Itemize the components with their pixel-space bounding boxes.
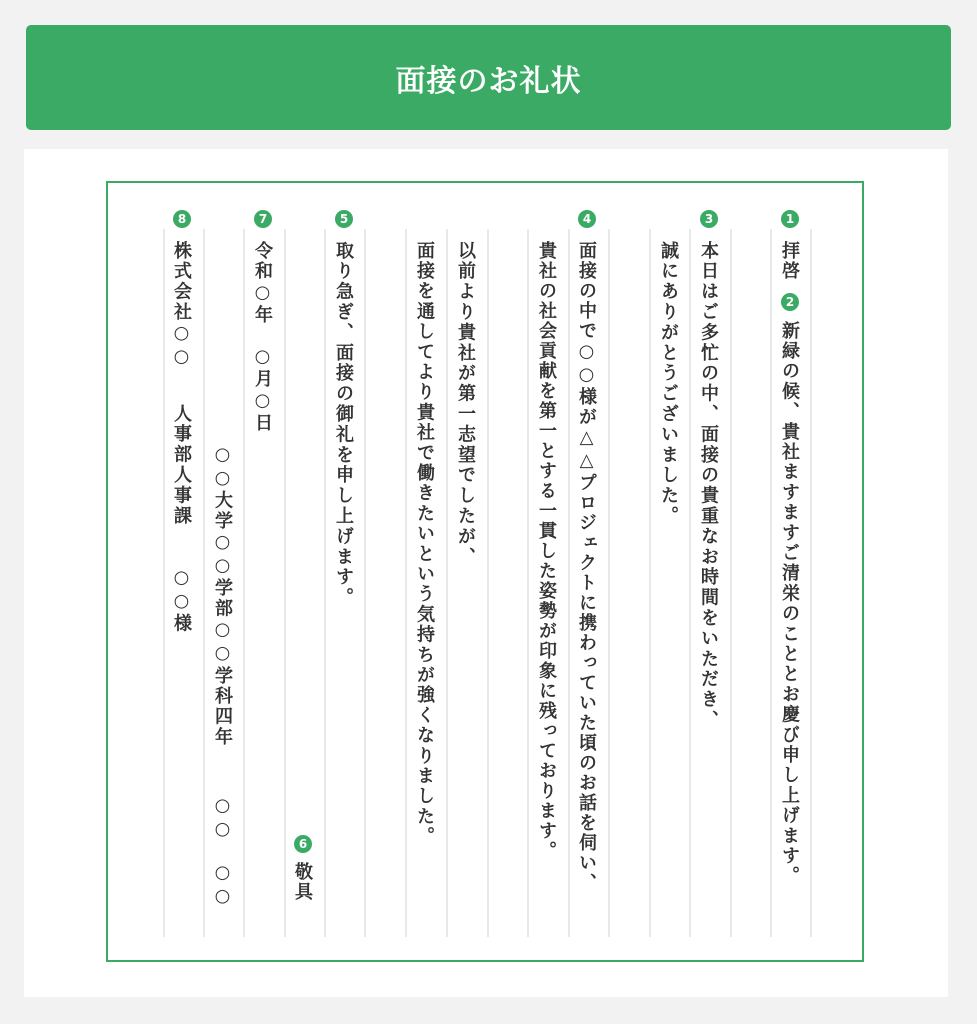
column-rule	[284, 229, 286, 937]
keigu-text: 敬具	[292, 862, 313, 903]
column-rule	[810, 229, 812, 937]
recipient-name: ○○様	[171, 567, 192, 635]
marker-8: 8	[173, 210, 191, 228]
marker-6: 6	[294, 835, 312, 853]
column-rule	[405, 229, 407, 937]
marker-1: 1	[781, 210, 799, 228]
column-rule	[163, 229, 165, 937]
column-rule	[446, 229, 448, 937]
marker-3: 3	[700, 210, 718, 228]
recipient-company: 株式会社○○	[171, 241, 192, 370]
column-rule	[364, 229, 366, 937]
marker-2: 2	[781, 293, 799, 311]
marker-4: 4	[578, 210, 596, 228]
motivation-line-2: 面接を通してより貴社で働きたいという気持ちが強くなりました。	[414, 241, 435, 847]
page-title: 面接のお礼状	[395, 63, 582, 99]
column-rule	[527, 229, 529, 937]
column-rule	[203, 229, 205, 937]
thanks-line-1: 本日はご多忙の中、面接の貴重なお時間をいただき、	[698, 241, 719, 731]
column-rule	[487, 229, 489, 937]
motivation-line-1: 以前より貴社が第一志望でしたが、	[455, 241, 476, 568]
marker-7: 7	[254, 210, 272, 228]
title-banner	[26, 25, 951, 130]
sender-name: ○○ ○○	[212, 795, 233, 909]
date-line: 令和○年 ○月○日	[252, 241, 273, 434]
column-rule	[730, 229, 732, 937]
haikei-text: 拝啓	[779, 241, 800, 282]
column-rule	[324, 229, 326, 937]
marker-5: 5	[335, 210, 353, 228]
column-rule	[649, 229, 651, 937]
impression-line-1: 面接の中で○○様が△△プロジェクトに携わっていた頃のお話を伺い、	[576, 241, 597, 893]
thanks-line-2: 誠にありがとうございました。	[658, 241, 679, 527]
column-rule	[689, 229, 691, 937]
recipient-department: 人事部人事課	[171, 404, 192, 527]
column-rule	[770, 229, 772, 937]
seasonal-greeting: 新緑の候、貴社ますますご清栄のこととお慶び申し上げます。	[779, 321, 800, 887]
closing-line: 取り急ぎ、面接の御礼を申し上げます。	[333, 241, 354, 609]
sender-school: ○○大学○○学部○○学科四年	[212, 444, 233, 748]
column-rule	[568, 229, 570, 937]
impression-line-2: 貴社の社会貢献を第一とする一貫した姿勢が印象に残っております。	[536, 241, 557, 861]
column-rule	[243, 229, 245, 937]
column-rule	[608, 229, 610, 937]
